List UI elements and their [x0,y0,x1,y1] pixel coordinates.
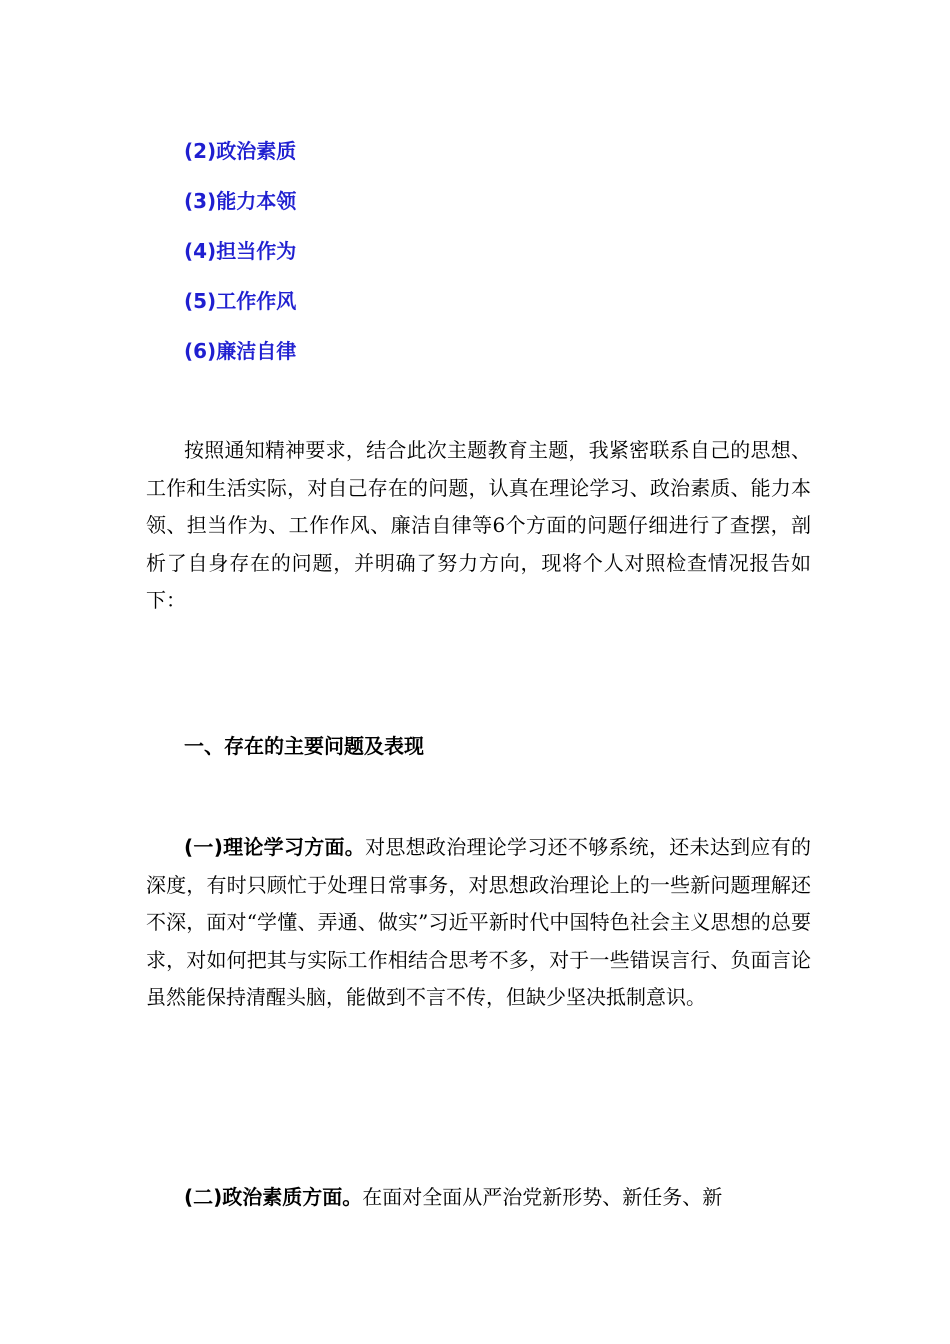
section-theory-study [146,829,811,1017]
toc-link-integrity[interactable]: (6)廉洁自律 [184,339,297,363]
toc-link-political-quality[interactable]: (2)政治素质 [184,139,297,163]
table-of-contents [184,133,296,383]
section-political-quality [146,1179,811,1217]
section-lead: (一)理论学习方面。 [184,835,366,859]
section-body: 在面对全面从严治党新形势、新任务、新 [362,1185,723,1209]
intro-paragraph: 按照通知精神要求，结合此次主题教育主题，我紧密联系自己的思想、工作和生活实际，对自己存在的问题，认真在理论学习、政治素质、能力本领、担当作为、工作作风、廉洁自律等6个方面的问题仔细进行了查摆，剖析了自身存在的问题，并明确了努力方向，现将个人对照检查情况报告如下： [146,438,811,613]
toc-link-work-style[interactable]: (5)工作作风 [184,289,297,313]
section-lead: (二)政治素质方面。 [184,1185,363,1209]
toc-link-responsibility[interactable]: (4)担当作为 [184,239,297,263]
toc-link-ability[interactable]: (3)能力本领 [184,189,297,213]
section-body: 对思想政治理论学习还不够系统，还未达到应有的深度，有时只顾忙于处理日常事务，对思想政治理论上的一些新问题理解还不深，面对“学懂、弄通、做实”习近平新时代中国特色社会主义思想的总要求，对如何把其与实际工作相结合思考不多，对于一些错误言行、负面言论虽然能保持清醒头脑，能做到不言不传，但缺少坚决抵制意识。 [146,835,811,1010]
section-heading: 一、存在的主要问题及表现 [184,734,424,758]
